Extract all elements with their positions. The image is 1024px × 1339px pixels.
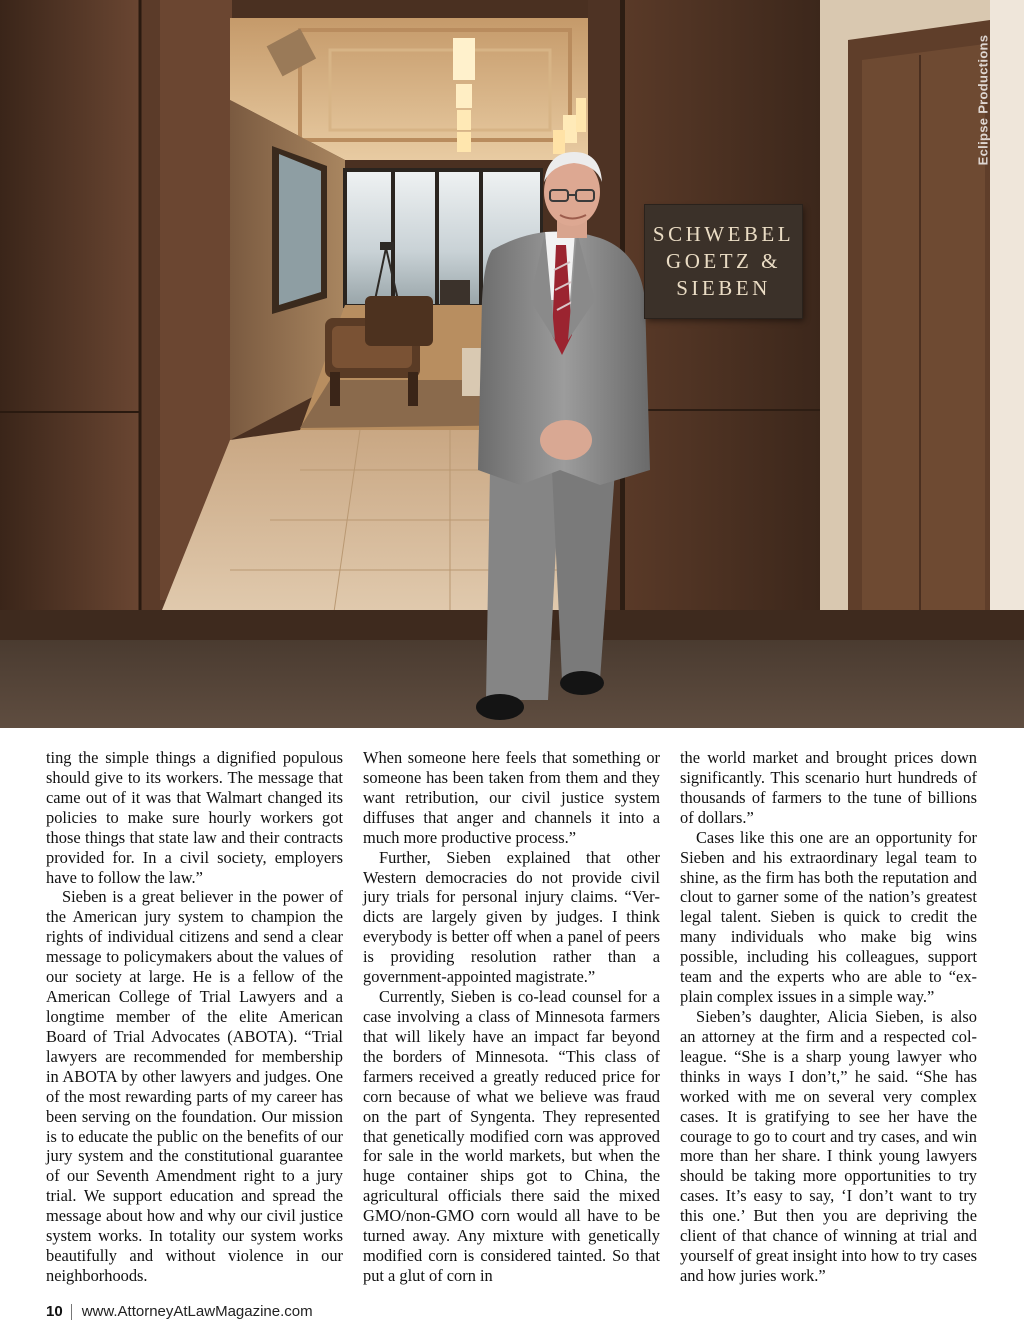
article-column-1 xyxy=(46,748,343,1286)
page-footer xyxy=(46,1303,313,1320)
paragraph: Sieben is a great believer in the power of the American jury system to champion the rights of individual citizens and send a clear message to policymakers about the values of our society at large. He is a fellow of the American College of Trial Lawyers and a longtime member of the elite American Board of Trial Advocates (ABOTA). “Trial lawyers are recommended for membership in ABOTA by other lawyers and judges. One of the most rewarding parts of my career has been serving on the foundation. Our mission is to educate the public on the benefits of our jury system and the constitutional guarantee of our Seventh Amendment right to a jury trial. We support education and spread the message about how and why our civil justice system works. In totality our system works beautifully and without violence in our neighborhoods. xyxy=(46,887,343,1285)
article-column-3 xyxy=(680,748,977,1286)
website-url: www.AttorneyAtLawMagazine.com xyxy=(81,1303,313,1320)
paragraph: ting the simple things a dignified populous should give to its workers. The message that came out of it was that Walmart changed its policies to make sure hourly workers got those things that state law and their contracts provided for. In a civil society, employers have to follow the law.” xyxy=(46,748,343,887)
paragraph: Further, Sieben explained that other Western democracies do not provide civil jury trials for personal injury claims. “Verdicts are largely given by judges. I think everybody is better off when a panel of peers is providing resolution rather than a government-appointed magistrate.” xyxy=(363,847,660,987)
firm-sign-line-1: SCHWEBEL xyxy=(652,222,795,246)
page-number: 10 xyxy=(46,1303,63,1320)
paragraph: Currently, Sieben is co-lead counsel for a case involving a class of Minnesota farmers that will likely have an impact far beyond the borders of Minnesota. “This class of farmers received a greatly reduced price for corn because of what we believe was fraud on the part of Syngenta. They represented that genetically modified corn was approved for sale in the world markets, but when the huge container ships got to China, the agricultural officials there said the mixed GMO/non-GMO corn would all have to be turned away. Any mixture with genetically modified corn is considered tainted. So that put a glut of corn in xyxy=(363,987,660,1285)
firm-sign-line-3: SIEBEN xyxy=(676,276,771,300)
paragraph: the world market and brought prices down significantly. This scenario hurt hundreds of thousands of farmers to the tune of billions of dollars.” xyxy=(680,748,977,827)
firm-sign xyxy=(645,205,802,318)
paragraph: When someone here feels that something or someone has been taken from them and they want retribution, our civil justice system diffuses that anger and channels it into a much more productive process.” xyxy=(363,748,660,847)
article-column-2 xyxy=(363,748,660,1286)
paragraph: Sieben’s daughter, Alicia Sieben, is also an attorney at the firm and a respected colleague. “She is a sharp young lawyer who thinks in ways I don’t,” he said. “She has worked with me on several very complex cases. It is gratifying to see her have the courage to go to court and try cases, and win more than her share. I think young lawyers should be taking more opportunities to try cases. It’s easy to say, ‘I don’t want to try this one.’ But then you are depriving the client of that chance of winning at trial and yourself of great insight into how to try cases and how juries work.” xyxy=(680,1006,977,1285)
firm-sign-line-2: GOETZ & xyxy=(666,249,781,273)
footer-divider xyxy=(71,1304,72,1320)
paragraph: Cases like this one are an opportunity for Sieben and his extraordinary legal team to shine, as the firm has both the reputation and clout to garner some of the nation’s greatest legal talent. Sieben is quick to credit the many individuals who make big wins possible, including his colleagues, support team and the experts who are able to “explain complex issues in a simple way.” xyxy=(680,827,977,1007)
photo-credit: Eclipse Productions xyxy=(975,34,991,166)
